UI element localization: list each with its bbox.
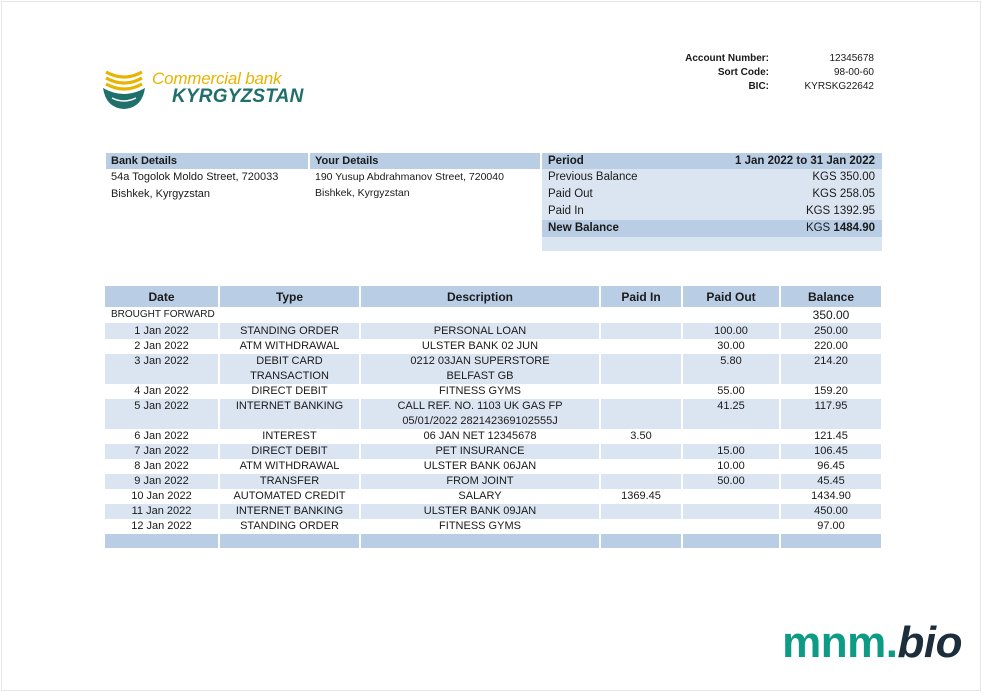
- cell-date: 7 Jan 2022: [105, 444, 219, 459]
- cell-paid-out: 5.80: [682, 354, 780, 384]
- cell-date: 9 Jan 2022: [105, 474, 219, 489]
- cell-paid-out: [682, 519, 780, 534]
- table-row: [105, 339, 881, 354]
- cell-type-line: STANDING ORDER: [240, 325, 339, 337]
- column-header-date: Date: [105, 286, 219, 307]
- cell-type: [219, 339, 360, 354]
- cell-type-line: DIRECT DEBIT: [251, 385, 328, 397]
- your-address-line2: Bishkek, Kyrgyzstan: [315, 187, 410, 199]
- paid-out-value: KGS 258.05: [812, 188, 875, 200]
- cell-description-line: FITNESS GYMS: [439, 385, 521, 397]
- cell-description: [360, 444, 600, 459]
- bank-name-line2: KYRGYZSTAN: [172, 86, 304, 107]
- cell-description-line: 06 JAN NET 12345678: [423, 430, 537, 442]
- footer-cell: [682, 534, 780, 548]
- paid-out-row: [542, 186, 882, 203]
- cell-type: [219, 519, 360, 534]
- cell-balance: 250.00: [780, 324, 881, 340]
- new-balance-row: [542, 220, 882, 237]
- cell-paid-out: 41.25: [682, 399, 780, 429]
- cell-paid-out: 30.00: [682, 339, 780, 354]
- table-row: [105, 444, 881, 459]
- cell-type-line: AUTOMATED CREDIT: [233, 490, 346, 502]
- cell-date: 3 Jan 2022: [105, 354, 219, 384]
- cell-date: 11 Jan 2022: [105, 504, 219, 519]
- cell-date: 1 Jan 2022: [105, 324, 219, 340]
- cell-type: [219, 324, 360, 340]
- cell-description-line: BELFAST GB: [446, 370, 514, 382]
- cell-description: [360, 354, 600, 384]
- table-row: [105, 489, 881, 504]
- watermark-logo: [782, 618, 962, 668]
- cell-type-line: DIRECT DEBIT: [251, 445, 328, 457]
- cell-description: [360, 324, 600, 340]
- cell-description: [360, 384, 600, 399]
- cell-description: [360, 459, 600, 474]
- cell-description-line: 05/01/2022 282142369102555J: [402, 415, 558, 427]
- period-range: 1 Jan 2022 to 31 Jan 2022: [734, 155, 875, 167]
- cell-type-line: ATM WITHDRAWAL: [239, 460, 340, 472]
- bank-name-line1: Commercial bank: [152, 69, 282, 88]
- table-row: [105, 459, 881, 474]
- cell-type-line: ATM WITHDRAWAL: [239, 340, 340, 352]
- brought-forward-balance: 350.00: [780, 307, 881, 324]
- cell-paid-in: [600, 519, 682, 534]
- sort-code-label: Sort Code:: [717, 67, 769, 78]
- bank-address-line2: Bishkek, Kyrgyzstan: [111, 188, 211, 200]
- cell-type-line: INTERNET BANKING: [235, 400, 344, 412]
- table-row: [105, 399, 881, 429]
- your-address-line1: 190 Yusup Abdrahmanov Street, 720040: [315, 171, 504, 183]
- footer-cell: [219, 534, 360, 548]
- cell-balance: 121.45: [814, 430, 848, 442]
- cell-date: 2 Jan 2022: [105, 339, 219, 354]
- cell-date: 10 Jan 2022: [105, 489, 219, 504]
- cell-balance: 214.20: [780, 354, 881, 384]
- cell-paid-in: [600, 459, 682, 474]
- cell-paid-out: 10.00: [682, 459, 780, 474]
- bank-emblem-icon: [102, 68, 146, 112]
- cell-type: [219, 384, 360, 399]
- cell-description: [360, 504, 600, 519]
- cell-paid-out: 100.00: [682, 324, 780, 340]
- footer-cell: [600, 534, 682, 548]
- cell-description: [360, 489, 600, 504]
- cell-type-line: DEBIT CARD: [256, 355, 323, 367]
- table-row: [105, 324, 881, 340]
- cell-paid-in: [600, 504, 682, 519]
- bic-label: BIC:: [748, 81, 769, 92]
- new-balance-value: [806, 220, 875, 237]
- cell-type-line: TRANSFER: [259, 475, 320, 487]
- transactions-table: [105, 286, 881, 548]
- cell-description: [360, 399, 600, 429]
- column-header-description: Description: [360, 286, 600, 307]
- bank-address-line1: 54a Togolok Moldo Street, 720033: [111, 171, 279, 183]
- brought-forward-label: BROUGHT FORWARD: [105, 307, 219, 324]
- table-row: [105, 354, 881, 384]
- cell-type: [219, 474, 360, 489]
- cell-paid-in: [600, 399, 682, 429]
- cell-description: [360, 429, 600, 444]
- cell-description-line: ULSTER BANK 09JAN: [423, 505, 537, 517]
- bic-value: KYRSKG22642: [804, 81, 874, 92]
- previous-balance-row: [542, 169, 882, 186]
- cell-description: [360, 339, 600, 354]
- cell-description-line: FITNESS GYMS: [439, 520, 521, 532]
- account-values: [805, 52, 875, 94]
- period-header: [542, 153, 882, 169]
- cell-type: [219, 444, 360, 459]
- cell-balance: 96.45: [817, 460, 845, 472]
- table-row: [105, 519, 881, 534]
- cell-balance: 220.00: [814, 340, 848, 352]
- watermark-part1: mnm.: [782, 618, 898, 667]
- cell-paid-out: 55.00: [682, 384, 780, 399]
- cell-paid-in: [600, 384, 682, 399]
- period-label: Period: [548, 155, 584, 167]
- cell-description-line: ULSTER BANK 06JAN: [423, 460, 537, 472]
- cell-date: 5 Jan 2022: [105, 399, 219, 429]
- cell-type-line: INTERNET BANKING: [235, 505, 344, 517]
- cell-description-line: ULSTER BANK 02 JUN: [421, 340, 539, 352]
- account-number-value: 12345678: [829, 53, 874, 64]
- cell-paid-in: 1369.45: [600, 489, 682, 504]
- bank-details: [106, 153, 308, 203]
- period-summary: [542, 153, 882, 251]
- paid-in-label: Paid In: [548, 205, 584, 217]
- cell-paid-out: [682, 489, 780, 504]
- paid-in-row: [542, 203, 882, 220]
- account-labels: [685, 52, 769, 94]
- cell-description-line: SALARY: [458, 490, 502, 502]
- cell-type: [219, 354, 360, 384]
- cell-description-line: 0212 03JAN SUPERSTORE: [410, 355, 550, 367]
- cell-description-line: CALL REF. NO. 1103 UK GAS FP: [397, 400, 563, 412]
- new-balance-amount: 1484.90: [833, 222, 875, 234]
- cell-paid-in: [600, 444, 682, 459]
- cell-balance: 45.45: [780, 474, 881, 489]
- new-balance-currency: KGS: [805, 222, 834, 234]
- cell-balance: 159.20: [814, 385, 848, 397]
- details-section: [106, 153, 882, 251]
- cell-paid-in: 3.50: [600, 429, 682, 444]
- table-footer-row: [105, 534, 881, 548]
- cell-description-line: PERSONAL LOAN: [433, 325, 527, 337]
- cell-paid-in: [600, 354, 682, 384]
- cell-balance: 97.00: [817, 520, 845, 532]
- cell-description: [360, 474, 600, 489]
- cell-date: 12 Jan 2022: [105, 519, 219, 534]
- cell-date: 6 Jan 2022: [105, 429, 219, 444]
- brought-forward-row: [105, 307, 881, 324]
- cell-balance: 450.00: [780, 504, 881, 519]
- table-row: [105, 429, 881, 444]
- footer-cell: [360, 534, 600, 548]
- cell-type: [219, 429, 360, 444]
- table-row: [105, 504, 881, 519]
- cell-paid-out: 50.00: [682, 474, 780, 489]
- cell-description-line: FROM JOINT: [446, 475, 514, 487]
- table-header-row: [105, 286, 881, 307]
- cell-type: [219, 489, 360, 504]
- cell-description-line: PET INSURANCE: [435, 445, 525, 457]
- table-row: [105, 474, 881, 489]
- cell-paid-out: [682, 429, 780, 444]
- footer-cell: [780, 534, 881, 548]
- cell-paid-in: [600, 474, 682, 489]
- cell-balance: 1434.90: [811, 490, 851, 502]
- bank-logo: [102, 68, 312, 112]
- cell-type: [219, 399, 360, 429]
- previous-balance-label: Previous Balance: [548, 171, 638, 183]
- your-details-header: Your Details: [310, 153, 540, 169]
- table-row: [105, 384, 881, 399]
- cell-paid-out: 15.00: [682, 444, 780, 459]
- cell-type-line: STANDING ORDER: [240, 520, 339, 532]
- your-details: [310, 153, 540, 201]
- paid-in-value: KGS 1392.95: [805, 205, 875, 217]
- cell-type-line: INTEREST: [262, 430, 317, 442]
- column-header-paid-out: Paid Out: [682, 286, 780, 307]
- cell-paid-out: [682, 504, 780, 519]
- cell-type: [219, 459, 360, 474]
- account-number-label: Account Number:: [685, 53, 769, 64]
- cell-type: [219, 504, 360, 519]
- previous-balance-value: KGS 350.00: [812, 171, 875, 183]
- new-balance-label: New Balance: [548, 222, 619, 234]
- footer-cell: [105, 534, 219, 548]
- cell-description: [360, 519, 600, 534]
- cell-paid-in: [600, 339, 682, 354]
- cell-balance: 106.45: [780, 444, 881, 459]
- sort-code-value: 98-00-60: [833, 67, 874, 78]
- paid-out-label: Paid Out: [548, 188, 593, 200]
- watermark-part2: bio: [897, 618, 962, 667]
- column-header-type: Type: [219, 286, 360, 307]
- cell-paid-in: [600, 324, 682, 340]
- cell-balance: 117.95: [780, 399, 881, 429]
- column-header-paid-in: Paid In: [600, 286, 682, 307]
- bank-details-header: Bank Details: [106, 153, 308, 169]
- cell-date: 8 Jan 2022: [105, 459, 219, 474]
- cell-type-line: TRANSACTION: [250, 370, 329, 382]
- cell-date: 4 Jan 2022: [105, 384, 219, 399]
- column-header-balance: Balance: [780, 286, 881, 307]
